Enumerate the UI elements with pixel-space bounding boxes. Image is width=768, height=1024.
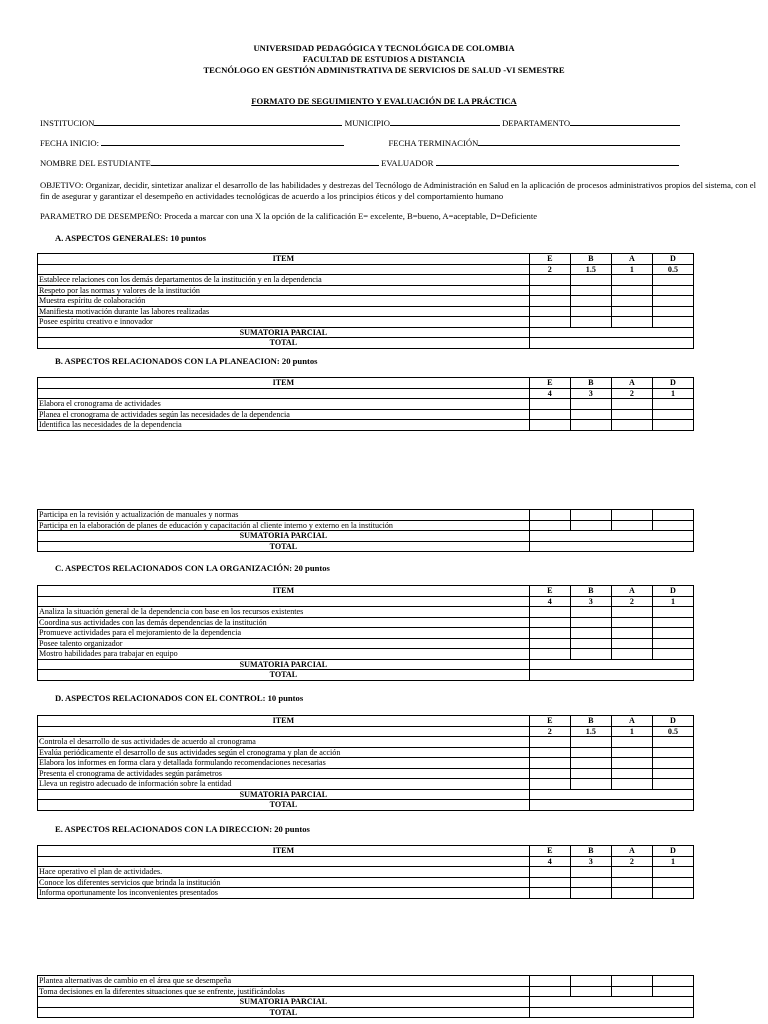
program-name: TECNÓLOGO EN GESTIÓN ADMINISTRATIVA DE SERVICIOS DE SALUD -VI SEMESTRE [203, 65, 565, 75]
mark-cell[interactable] [529, 758, 570, 769]
mark-cell[interactable] [611, 296, 652, 307]
mark-cell[interactable] [570, 510, 611, 521]
table-row: Posee espíritu creativo e innovador [38, 317, 694, 328]
mark-cell[interactable] [570, 986, 611, 997]
mark-cell[interactable] [570, 649, 611, 660]
mark-cell[interactable] [611, 638, 652, 649]
mark-cell[interactable] [529, 877, 570, 888]
score-e: 2 [529, 726, 570, 737]
municipio-label: MUNICIPIO [344, 118, 390, 128]
mark-cell[interactable] [652, 399, 693, 410]
evaluador-label: EVALUADOR [381, 158, 434, 168]
mark-cell[interactable] [529, 768, 570, 779]
mark-cell[interactable] [529, 649, 570, 660]
fecha-inicio-label: FECHA INICIO: [40, 138, 99, 148]
mark-cell[interactable] [611, 420, 652, 431]
table-row: Identifica las necesidades de la dependencia [38, 420, 694, 431]
mark-cell[interactable] [611, 768, 652, 779]
sumatoria-label: SUMATORIA PARCIAL [38, 327, 530, 338]
mark-cell[interactable] [529, 888, 570, 899]
mark-cell[interactable] [611, 986, 652, 997]
table-row: Elabora los informes en forma clara y detallada formulando recomendaciones necesarias [38, 758, 694, 769]
grade-e: E [529, 846, 570, 857]
grade-a: A [611, 586, 652, 597]
score-e: 4 [529, 856, 570, 867]
faculty-name: FACULTAD DE ESTUDIOS A DISTANCIA [302, 54, 466, 64]
institution-row [40, 117, 740, 128]
mark-cell[interactable] [570, 638, 611, 649]
dates-row [40, 137, 740, 148]
mark-cell[interactable] [529, 867, 570, 878]
sumatoria-label: SUMATORIA PARCIAL [38, 531, 530, 542]
mark-cell[interactable] [652, 317, 693, 328]
mark-cell[interactable] [529, 737, 570, 748]
item-header: ITEM [38, 254, 530, 265]
grade-a: A [611, 716, 652, 727]
student-row [40, 157, 740, 168]
item-header: ITEM [38, 716, 530, 727]
section-c-title: C. ASPECTOS RELACIONADOS CON LA ORGANIZACIÓN: 20 puntos [55, 563, 330, 573]
mark-cell[interactable] [652, 275, 693, 286]
fecha-inicio-blank[interactable] [101, 137, 344, 146]
score-a: 2 [611, 856, 652, 867]
section-a-title: A. ASPECTOS GENERALES: 10 puntos [55, 233, 206, 243]
table-row: Participa en la elaboración de planes de educación y capacitación al cliente interno y externo en la institución [38, 520, 694, 531]
mark-cell[interactable] [570, 317, 611, 328]
total-label: TOTAL [38, 800, 530, 811]
grade-a: A [611, 254, 652, 265]
mark-cell[interactable] [570, 976, 611, 987]
mark-cell[interactable] [652, 986, 693, 997]
score-a: 2 [611, 388, 652, 399]
item-header: ITEM [38, 378, 530, 389]
institucion-blank[interactable] [94, 117, 342, 126]
mark-cell[interactable] [611, 649, 652, 660]
section-a-table [37, 253, 694, 349]
grade-b: B [570, 716, 611, 727]
sumatoria-cell[interactable] [529, 659, 693, 670]
grade-d: D [652, 586, 693, 597]
score-d: 1 [652, 856, 693, 867]
section-c-table [37, 585, 694, 681]
table-row: Participa en la revisión y actualización de manuales y normas [38, 510, 694, 521]
table-row: Hace operativo el plan de actividades. [38, 867, 694, 878]
evaluador-blank[interactable] [436, 157, 679, 166]
score-b: 3 [570, 388, 611, 399]
item-header: ITEM [38, 586, 530, 597]
mark-cell[interactable] [652, 976, 693, 987]
grade-b: B [570, 378, 611, 389]
mark-cell[interactable] [529, 628, 570, 639]
mark-cell[interactable] [570, 779, 611, 790]
mark-cell[interactable] [652, 628, 693, 639]
total-cell[interactable] [529, 670, 693, 681]
parametro-text: PARAMETRO DE DESEMPEÑO: Proceda a marcar con una X la opción de la calificación E= excelente, B=bueno, A=aceptable, D=Deficiente [40, 211, 538, 221]
mark-cell[interactable] [529, 285, 570, 296]
mark-cell[interactable] [529, 275, 570, 286]
table-row: Coordina sus actividades con las demás dependencias de la institución [38, 617, 694, 628]
mark-cell[interactable] [570, 409, 611, 420]
score-a: 1 [611, 264, 652, 275]
mark-cell[interactable] [570, 306, 611, 317]
table-row: Manifiesta motivación durante las labores realizadas [38, 306, 694, 317]
total-cell[interactable] [529, 541, 693, 552]
mark-cell[interactable] [652, 607, 693, 618]
mark-cell[interactable] [529, 399, 570, 410]
score-d: 0.5 [652, 726, 693, 737]
mark-cell[interactable] [611, 888, 652, 899]
nombre-estudiante-blank[interactable] [151, 157, 379, 166]
mark-cell[interactable] [570, 737, 611, 748]
table-row: Presenta el cronograma de actividades según parámetros [38, 768, 694, 779]
mark-cell[interactable] [652, 737, 693, 748]
score-d: 1 [652, 388, 693, 399]
score-b: 3 [570, 856, 611, 867]
total-label: TOTAL [38, 541, 530, 552]
mark-cell[interactable] [570, 420, 611, 431]
table-row: Conoce los diferentes servicios que brinda la institución [38, 877, 694, 888]
total-label: TOTAL [38, 338, 530, 349]
mark-cell[interactable] [652, 638, 693, 649]
grade-d: D [652, 378, 693, 389]
sumatoria-label: SUMATORIA PARCIAL [38, 659, 530, 670]
mark-cell[interactable] [652, 306, 693, 317]
grade-a: A [611, 846, 652, 857]
sumatoria-label: SUMATORIA PARCIAL [38, 789, 530, 800]
total-label: TOTAL [38, 1007, 530, 1018]
table-row: Lleva un registro adecuado de información sobre la entidad [38, 779, 694, 790]
table-row: Planea el cronograma de actividades según las necesidades de la dependencia [38, 409, 694, 420]
section-b-title: B. ASPECTOS RELACIONADOS CON LA PLANEACION: 20 puntos [55, 356, 318, 366]
mark-cell[interactable] [529, 617, 570, 628]
mark-cell[interactable] [611, 520, 652, 531]
mark-cell[interactable] [570, 520, 611, 531]
objetivo-text: OBJETIVO: Organizar, decidir, sintetizar analizar el desarrollo de las habilidades y destrezas del Tecnólogo de Administración en Salud en la aplicación de procesos administrativos propios del sistema, con el fin de asegurar y garantizar el desempeño en actividades tecnológicas de acuerdo a los principios éticos y del comportamiento humano [40, 180, 756, 201]
score-e: 4 [529, 596, 570, 607]
mark-cell[interactable] [529, 638, 570, 649]
mark-cell[interactable] [529, 607, 570, 618]
mark-cell[interactable] [529, 986, 570, 997]
table-row: Respeto por las normas y valores de la institución [38, 285, 694, 296]
table-row: Posee talento organizador [38, 638, 694, 649]
table-row: Mostro habilidades para trabajar en equipo [38, 649, 694, 660]
mark-cell[interactable] [529, 317, 570, 328]
score-b: 3 [570, 596, 611, 607]
mark-cell[interactable] [570, 758, 611, 769]
mark-cell[interactable] [570, 768, 611, 779]
mark-cell[interactable] [611, 510, 652, 521]
grade-d: D [652, 716, 693, 727]
section-b-table [37, 377, 694, 431]
mark-cell[interactable] [611, 285, 652, 296]
mark-cell[interactable] [529, 420, 570, 431]
sumatoria-cell[interactable] [529, 997, 693, 1008]
mark-cell[interactable] [652, 649, 693, 660]
mark-cell[interactable] [570, 275, 611, 286]
score-a: 1 [611, 726, 652, 737]
table-row: Promueve actividades para el mejoramiento de la dependencia [38, 628, 694, 639]
mark-cell[interactable] [570, 607, 611, 618]
score-b: 1.5 [570, 264, 611, 275]
mark-cell[interactable] [570, 747, 611, 758]
mark-cell[interactable] [570, 399, 611, 410]
nombre-estudiante-label: NOMBRE DEL ESTUDIANTE [40, 158, 151, 168]
grade-d: D [652, 846, 693, 857]
mark-cell[interactable] [611, 607, 652, 618]
grade-b: B [570, 586, 611, 597]
table-row: Muestra espíritu de colaboración [38, 296, 694, 307]
grade-d: D [652, 254, 693, 265]
table-row: Elabora el cronograma de actividades [38, 399, 694, 410]
departamento-label: DEPARTAMENTO [502, 118, 571, 128]
mark-cell[interactable] [529, 306, 570, 317]
grade-e: E [529, 378, 570, 389]
mark-cell[interactable] [611, 877, 652, 888]
table-row: Evalúa periódicamente el desarrollo de sus actividades según el cronograma y plan de acción [38, 747, 694, 758]
total-cell[interactable] [529, 800, 693, 811]
departamento-blank[interactable] [570, 117, 680, 126]
mark-cell[interactable] [611, 306, 652, 317]
score-e: 2 [529, 264, 570, 275]
mark-cell[interactable] [652, 296, 693, 307]
table-row: Plantea alternativas de cambio en el área que se desempeña [38, 976, 694, 987]
mark-cell[interactable] [529, 779, 570, 790]
table-row: Establece relaciones con los demás departamentos de la institución y en la dependencia [38, 275, 694, 286]
mark-cell[interactable] [652, 520, 693, 531]
section-b-table-cont [37, 509, 694, 552]
mark-cell[interactable] [652, 510, 693, 521]
mark-cell[interactable] [529, 520, 570, 531]
grade-e: E [529, 254, 570, 265]
mark-cell[interactable] [652, 747, 693, 758]
table-row: Toma decisiones en la diferentes situaciones que se enfrente, justificándolas [38, 986, 694, 997]
table-row: Controla el desarrollo de sus actividades de acuerdo al cronograma [38, 737, 694, 748]
section-e-table [37, 845, 694, 899]
mark-cell[interactable] [611, 617, 652, 628]
mark-cell[interactable] [652, 779, 693, 790]
fecha-terminacion-label: FECHA TERMINACIÓN [388, 138, 479, 148]
institucion-label: INSTITUCION [40, 118, 95, 128]
mark-cell[interactable] [611, 628, 652, 639]
section-e-title: E. ASPECTOS RELACIONADOS CON LA DIRECCION: 20 puntos [55, 824, 310, 834]
sumatoria-cell[interactable] [529, 327, 693, 338]
grade-b: B [570, 254, 611, 265]
total-cell[interactable] [529, 338, 693, 349]
mark-cell[interactable] [652, 758, 693, 769]
score-d: 0.5 [652, 264, 693, 275]
score-e: 4 [529, 388, 570, 399]
grade-e: E [529, 716, 570, 727]
section-e-table-cont [37, 975, 694, 1018]
university-name: UNIVERSIDAD PEDAGÓGICA Y TECNOLÓGICA DE COLOMBIA [253, 43, 515, 53]
mark-cell[interactable] [652, 867, 693, 878]
mark-cell[interactable] [570, 617, 611, 628]
total-label: TOTAL [38, 670, 530, 681]
fecha-terminacion-blank[interactable] [478, 137, 680, 146]
mark-cell[interactable] [611, 976, 652, 987]
mark-cell[interactable] [652, 888, 693, 899]
item-header: ITEM [38, 846, 530, 857]
mark-cell[interactable] [529, 296, 570, 307]
grade-e: E [529, 586, 570, 597]
section-d-title: D. ASPECTOS RELACIONADOS CON EL CONTROL: 10 puntos [55, 693, 304, 703]
mark-cell[interactable] [570, 867, 611, 878]
section-d-table [37, 715, 694, 811]
mark-cell[interactable] [611, 409, 652, 420]
mark-cell[interactable] [652, 409, 693, 420]
mark-cell[interactable] [652, 617, 693, 628]
mark-cell[interactable] [529, 747, 570, 758]
mark-cell[interactable] [529, 976, 570, 987]
grade-a: A [611, 378, 652, 389]
mark-cell[interactable] [652, 768, 693, 779]
mark-cell[interactable] [529, 409, 570, 420]
table-row: Informa oportunamente los inconvenientes presentados [38, 888, 694, 899]
mark-cell[interactable] [570, 877, 611, 888]
sumatoria-cell[interactable] [529, 531, 693, 542]
total-cell[interactable] [529, 1007, 693, 1018]
mark-cell[interactable] [652, 877, 693, 888]
mark-cell[interactable] [652, 420, 693, 431]
sumatoria-label: SUMATORIA PARCIAL [38, 997, 530, 1008]
sumatoria-cell[interactable] [529, 789, 693, 800]
mark-cell[interactable] [611, 399, 652, 410]
mark-cell[interactable] [611, 317, 652, 328]
mark-cell[interactable] [570, 628, 611, 639]
score-a: 2 [611, 596, 652, 607]
mark-cell[interactable] [570, 285, 611, 296]
mark-cell[interactable] [611, 758, 652, 769]
mark-cell[interactable] [529, 510, 570, 521]
mark-cell[interactable] [611, 779, 652, 790]
mark-cell[interactable] [611, 867, 652, 878]
mark-cell[interactable] [570, 888, 611, 899]
municipio-blank[interactable] [390, 117, 500, 126]
mark-cell[interactable] [611, 737, 652, 748]
mark-cell[interactable] [611, 747, 652, 758]
mark-cell[interactable] [570, 296, 611, 307]
grade-b: B [570, 846, 611, 857]
mark-cell[interactable] [652, 285, 693, 296]
form-title: FORMATO DE SEGUIMIENTO Y EVALUACIÓN DE LA PRÁCTICA [251, 96, 517, 106]
mark-cell[interactable] [611, 275, 652, 286]
score-b: 1.5 [570, 726, 611, 737]
score-d: 1 [652, 596, 693, 607]
table-row: Analiza la situación general de la dependencia con base en los recursos existentes [38, 607, 694, 618]
